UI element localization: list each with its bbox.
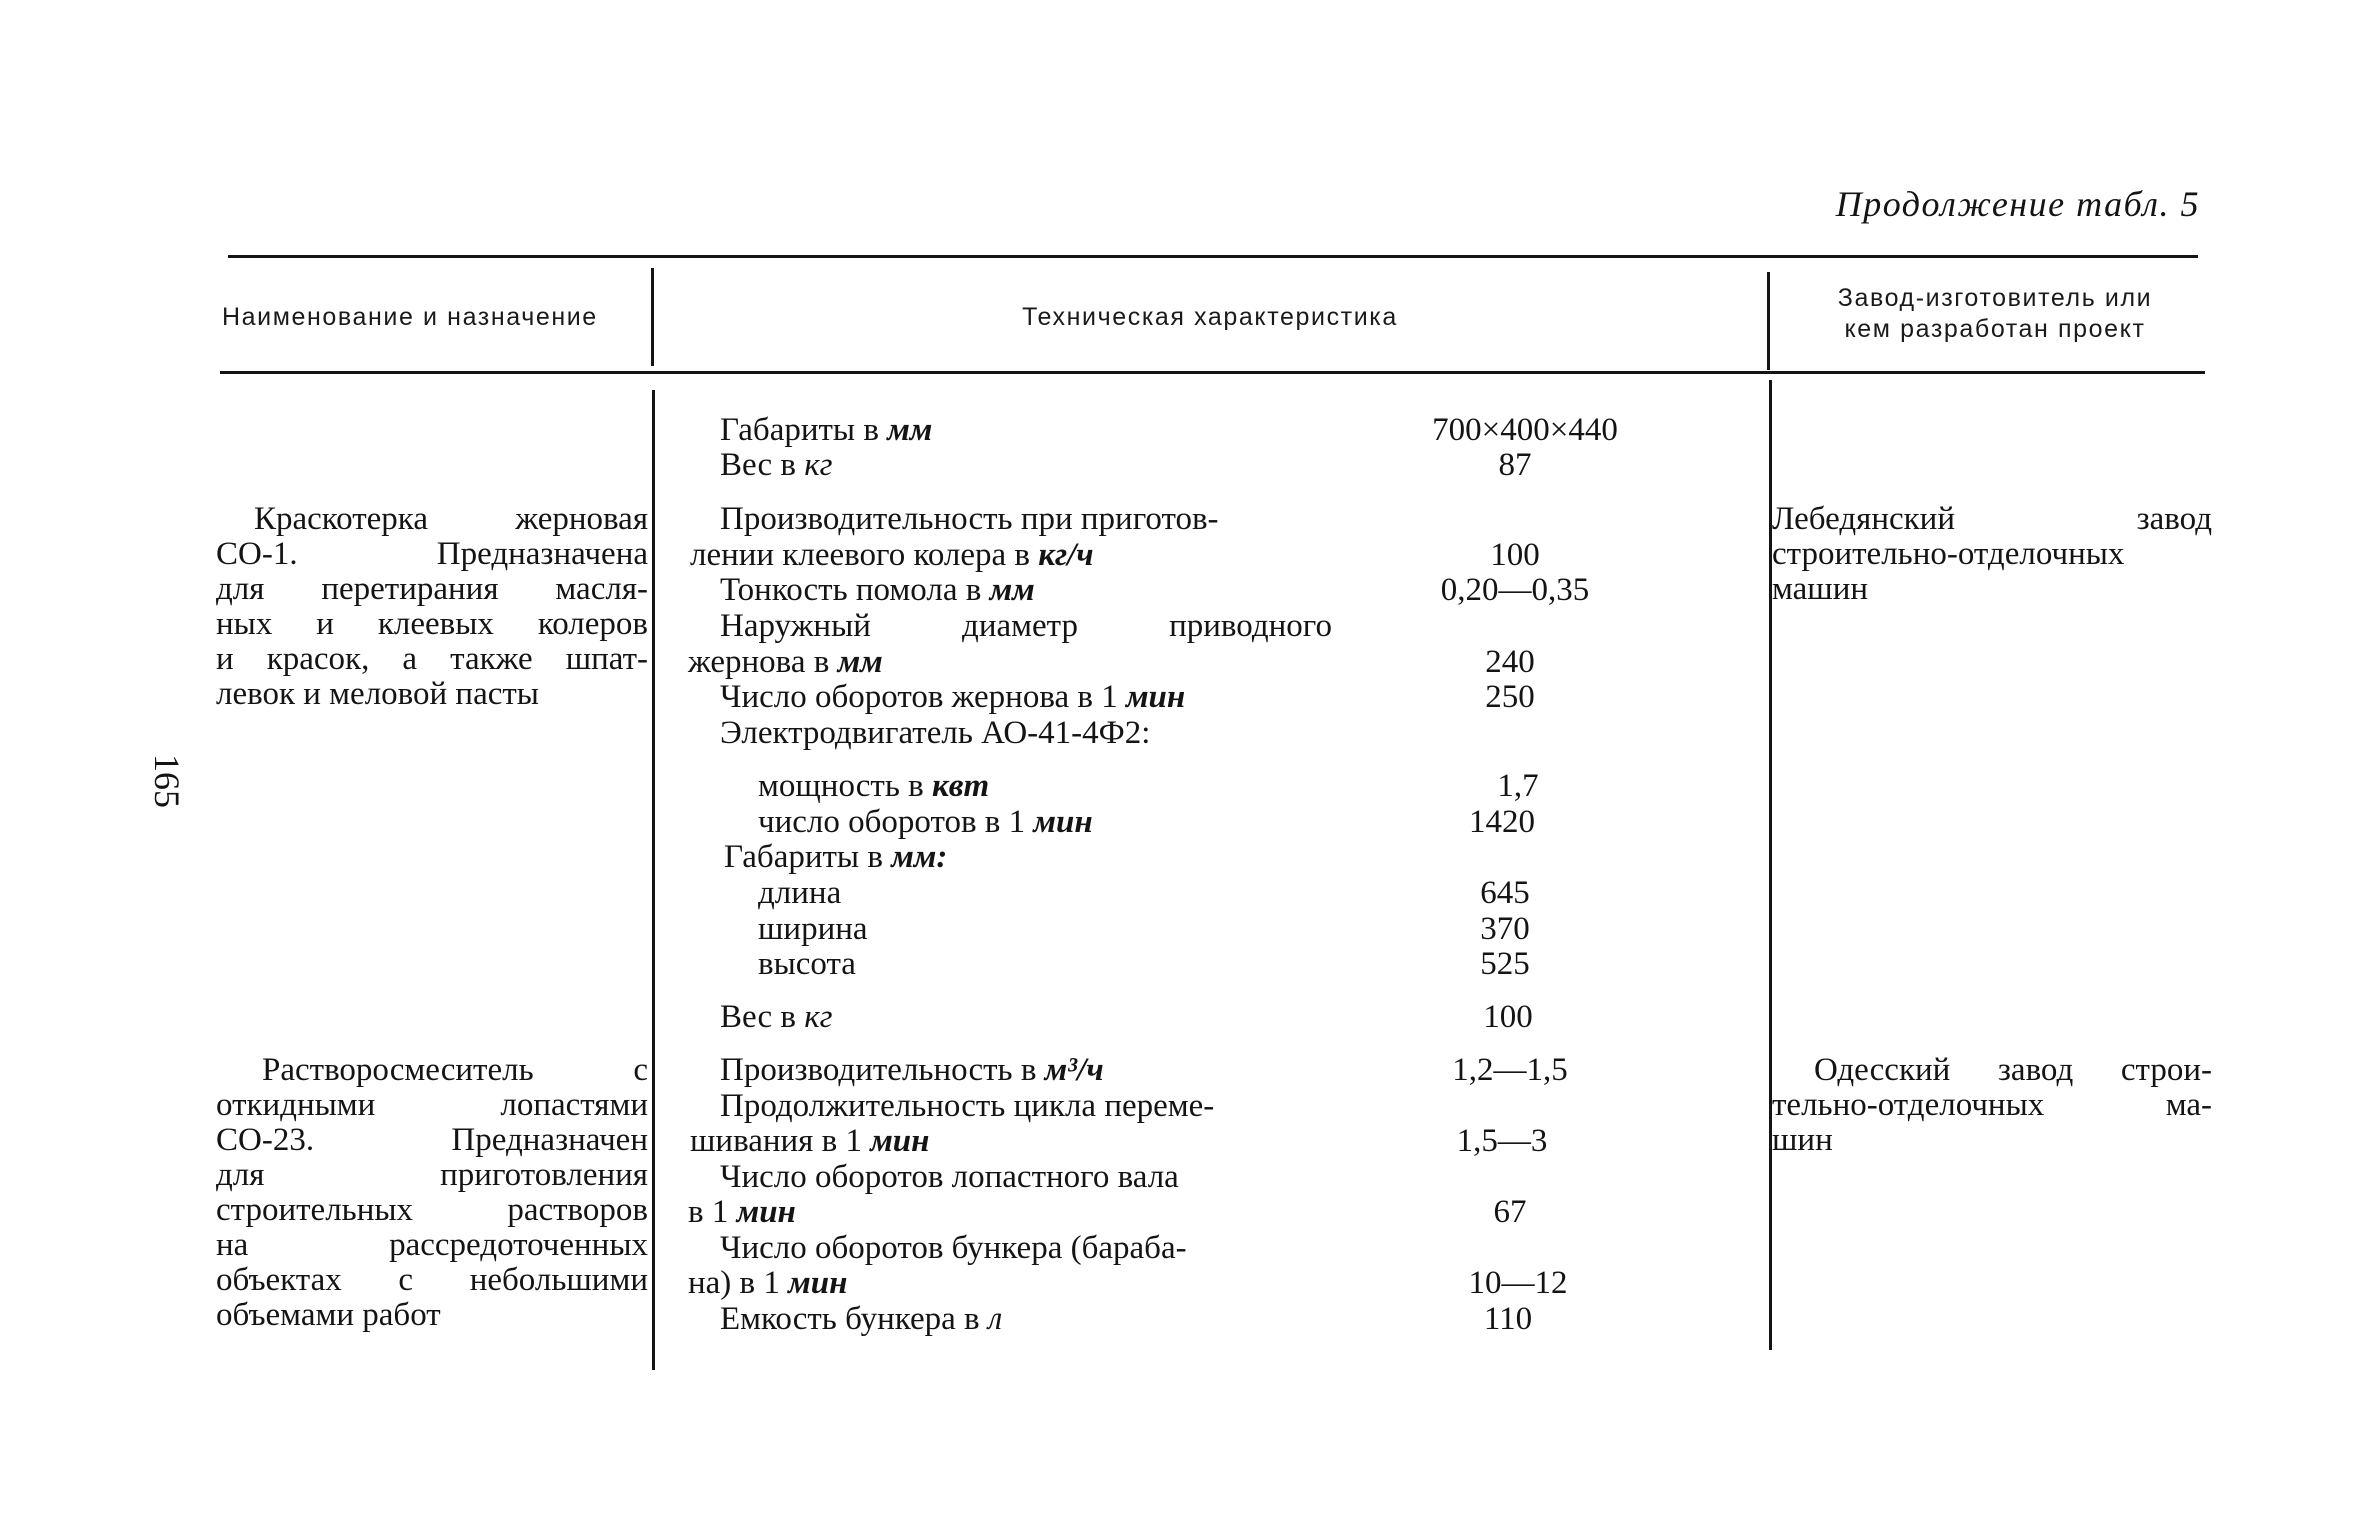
spec-value: 1420 (1469, 804, 1535, 840)
spec-value: 1,2—1,5 (1452, 1052, 1568, 1088)
item2-name-line: на рассредоточенных (216, 1227, 648, 1263)
spec-row (720, 1302, 1002, 1337)
spec-label: Число оборотов бункера (бараба- (720, 1230, 1187, 1266)
spec-value: 1,7 (1497, 768, 1539, 804)
spec-value: 700×400×440 (1432, 412, 1618, 448)
spec-unit: кг (804, 999, 833, 1035)
header-bottom-rule (220, 371, 2205, 374)
spec-label: Вес в (720, 447, 805, 483)
spec-label: Вес в (720, 999, 805, 1035)
item1-maker (1772, 502, 2212, 607)
spec-value: 87 (1498, 447, 1532, 483)
spec-row (690, 1124, 929, 1159)
column-divider-1-header (651, 268, 654, 366)
spec-value: 110 (1483, 1301, 1533, 1337)
table-caption: Продолжение табл. 5 (1835, 184, 2200, 224)
spec-label: мощность в (758, 768, 932, 804)
spec-row (758, 769, 989, 804)
spec-row (724, 840, 947, 875)
spec-label: Габариты в (720, 412, 888, 448)
spec-value: 100 (1490, 537, 1540, 573)
spec-row (688, 1195, 796, 1230)
header-name: Наименование и назначение (222, 303, 598, 331)
spec-label: Число оборотов жернова в 1 (720, 679, 1126, 715)
item2-name-line: объектах с небольшими (216, 1262, 648, 1298)
item1-maker-line: машин (1772, 571, 1869, 607)
item2-name-line: строительных растворов (216, 1192, 648, 1228)
spec-label: Наружный диаметр приводного (720, 608, 1332, 644)
item2-maker-line: Одесский завод строи- (1814, 1052, 2212, 1088)
table-top-rule (228, 255, 2198, 258)
spec-row (690, 538, 1094, 573)
spec-label: Емкость бункера в (720, 1301, 988, 1337)
item1-maker-line: Лебедянский завод (1772, 501, 2212, 537)
item1-name-line: и красок, а также шпат- (216, 641, 648, 677)
spec-label: высота (758, 946, 856, 982)
spec-unit: мин (1033, 804, 1093, 840)
spec-unit: мин (736, 1194, 796, 1230)
spec-unit: кг (804, 447, 833, 483)
spec-unit: мм (989, 572, 1035, 608)
spec-label: Продолжительность цикла переме- (720, 1088, 1215, 1124)
item1-name-line: для перетирания масля- (216, 571, 648, 607)
spec-value: 1,5—3 (1456, 1123, 1548, 1159)
item2-name-line: Растворосмеситель с (262, 1052, 648, 1088)
spec-unit: мин (870, 1123, 930, 1159)
spec-row (720, 502, 1320, 537)
item2-maker (1772, 1053, 2212, 1158)
spec-unit: мм: (891, 839, 948, 875)
spec-row (758, 947, 856, 982)
spec-label: жернова в (688, 644, 838, 680)
spec-row (720, 413, 932, 448)
header-maker-line-2: кем разработан проект (1844, 315, 2146, 343)
item2-name-line: откидными лопастями (216, 1087, 648, 1123)
spec-unit: мин (1125, 679, 1186, 715)
spec-row (720, 448, 833, 483)
item2-name-line: для приготовления (216, 1157, 648, 1193)
spec-row (758, 876, 841, 911)
spec-label: в 1 (688, 1194, 737, 1230)
spec-label: Габариты в (724, 839, 892, 875)
column-divider-1-body (652, 390, 655, 1370)
item2-name-line: объемами работ (216, 1297, 441, 1333)
header-spec: Техническая характеристика (1022, 303, 1398, 331)
spec-unit: квт (931, 768, 990, 804)
spec-row (720, 1231, 1187, 1266)
spec-row (720, 1089, 1214, 1124)
column-divider-2-header (1767, 272, 1770, 370)
item2-maker-line: тельно-отделочных ма- (1772, 1087, 2212, 1123)
item2-name (216, 1053, 648, 1333)
spec-label: лении клеевого колера в (690, 537, 1039, 573)
spec-value: 240 (1485, 644, 1535, 680)
item2-name-line: СО-23. Предназначен (216, 1122, 648, 1158)
spec-unit: кг/ч (1038, 537, 1094, 573)
item1-name-line: Краскотерка жерновая (254, 501, 648, 537)
spec-row (720, 573, 1035, 608)
spec-label: Производительность в (720, 1052, 1045, 1088)
spec-unit: мм (887, 412, 933, 448)
spec-unit: мин (788, 1265, 848, 1301)
spec-label: на) в 1 (688, 1265, 789, 1301)
spec-label: Электродвигатель АО-41-4Ф2: (720, 715, 1151, 751)
spec-label: Производительность при приготов- (720, 501, 1219, 537)
spec-value: 370 (1480, 911, 1530, 947)
item1-name-line: СО-1. Предназначена (216, 536, 648, 572)
spec-value: 645 (1480, 875, 1530, 911)
page-number: 165 (147, 754, 187, 808)
spec-row (720, 1053, 1104, 1088)
item2-maker-line: шин (1772, 1122, 1833, 1158)
spec-label: шивания в 1 (690, 1123, 871, 1159)
spec-row (720, 680, 1185, 715)
spec-row (758, 805, 1093, 840)
spec-value: 100 (1483, 999, 1533, 1035)
spec-value: 0,20—0,35 (1440, 572, 1590, 608)
spec-row (720, 1000, 833, 1035)
item1-name-line: левок и меловой пасты (216, 676, 539, 712)
spec-row (720, 716, 1150, 751)
spec-label: ширина (758, 911, 868, 947)
spec-unit: мм (837, 644, 883, 680)
spec-unit: м³/ч (1044, 1052, 1104, 1088)
spec-unit: л (987, 1301, 1003, 1337)
spec-row (688, 645, 883, 680)
spec-label: длина (758, 875, 842, 911)
item1-name-line: ных и клеевых колеров (216, 606, 648, 642)
spec-row (758, 912, 868, 947)
item1-maker-line: строительно-отделочных (1772, 536, 2125, 572)
spec-value: 10—12 (1468, 1265, 1568, 1301)
spec-row (720, 609, 1332, 644)
spec-label: Тонкость помола в (720, 572, 990, 608)
spec-value: 250 (1485, 679, 1535, 715)
spec-label: Число оборотов лопастного вала (720, 1159, 1179, 1195)
spec-value: 525 (1480, 946, 1530, 982)
spec-value: 67 (1493, 1194, 1527, 1230)
header-maker (1775, 283, 2215, 345)
header-maker-line-1: Завод-изготовитель или (1837, 284, 2153, 312)
spec-row (688, 1266, 847, 1301)
item1-name (216, 502, 648, 712)
spec-label: число оборотов в 1 (758, 804, 1034, 840)
spec-row (720, 1160, 1179, 1195)
